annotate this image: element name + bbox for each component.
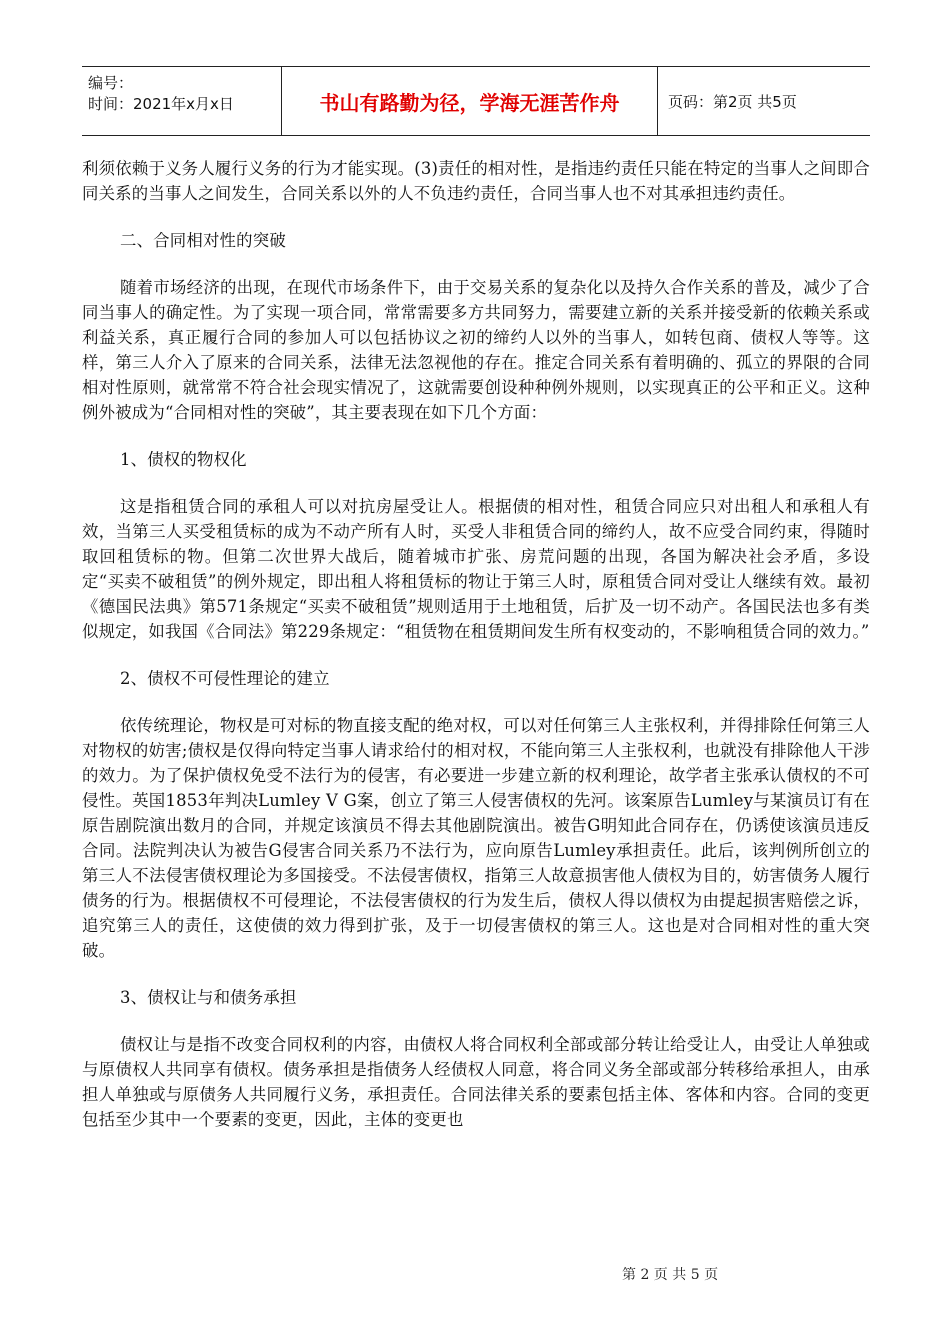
header-meta [82,67,282,135]
header-motto: 书山有路勤为径，学海无涯苦作舟 [282,67,658,135]
section-heading: 二、合同相对性的突破 [120,231,286,250]
paragraph: 依传统理论，物权是可对标的物直接支配的绝对权，可以对任何第三人主张权利，并得排除任何第三人对物权的妨害;债权是仅得向特定当事人请求给付的相对权，不能向第三人主张权利，也就没有排除他人干涉的效力。为了保护债权免受不法行为的侵害，有必要进一步建立新的权利理论，故学者主张承认债权的不可侵性。英国1853年判决Lumley V G案，创立了第三人侵害债权的先河。该案原告Lumley与某演员订有在原告剧院演出数月的合同，并规定该演员不得去其他剧院演出。被告G明知此合同存在，仍诱使该演员违反合同。法院判决认为被告G侵害合同关系乃不法行为，应向原告Lumley承担责任。此后，该判例所创立的第三人不法侵害债权理论为多国接受。不法侵害债权，指第三人故意损害他人债权为目的，妨害债务人履行债务的行为。根据债权不可侵理论，不法侵害债权的行为发生后，债权人得以债权为由提起损害赔偿之诉，追究第三人的责任，这使债的效力得到扩张，及于一切侵害债权的第三人。这也是对合同相对性的重大突破。 [82,716,870,960]
subsection-heading: 1、债权的物权化 [120,450,247,469]
document-number: 编号： [88,74,134,92]
page-footer: 第 2 页 共 5 页 [622,1267,719,1283]
document-time: 时间：2021年x月x日 [88,95,234,113]
paragraph: 债权让与是指不改变合同权利的内容，由债权人将合同权利全部或部分转让给受让人，由受让人单独或与原债权人共同享有债权。债务承担是指债务人经债权人同意，将合同义务全部或部分转移给承担人，由承担人单独或与原债务人共同履行义务，承担责任。合同法律关系的要素包括主体、客体和内容。合同的变更包括至少其中一个要素的变更，因此，主体的变更也 [82,1035,870,1129]
header-page-info: 页码：第2页 共5页 [668,92,797,111]
paragraph: 随着市场经济的出现，在现代市场条件下，由于交易关系的复杂化以及持久合作关系的普及，减少了合同当事人的确定性。为了实现一项合同，常常需要多方共同努力，需要建立新的关系并接受新的依赖关系或利益关系，真正履行合同的参加人可以包括协议之初的缔约人以外的当事人，如转包商、债权人等等。这样，第三人介入了原来的合同关系，法律无法忽视他的存在。推定合同关系有着明确的、孤立的界限的合同相对性原则，就常常不符合社会现实情况了，这就需要创设种种例外规则，以实现真正的公平和正义。这种例外被成为“合同相对性的突破”，其主要表现在如下几个方面： [82,278,870,422]
document-body [82,156,870,1132]
page-header [82,66,870,136]
paragraph: 这是指租赁合同的承租人可以对抗房屋受让人。根据债的相对性，租赁合同应只对出租人和承租人有效，当第三人买受租赁标的成为不动产所有人时，买受人非租赁合同的缔约人，故不应受合同约束，得随时取回租赁标的物。但第二次世界大战后，随着城市扩张、房荒问题的出现，各国为解决社会矛盾，多设定“买卖不破租赁”的例外规定，即出租人将租赁标的物让于第三人时，原租赁合同对受让人继续有效。最初《德国民法典》第571条规定“买卖不破租赁”规则适用于土地租赁，后扩及一切不动产。各国民法也多有类似规定，如我国《合同法》第229条规定：“租赁物在租赁期间发生所有权变动的，不影响租赁合同的效力。” [82,497,870,641]
subsection-heading: 3、债权让与和债务承担 [120,988,297,1007]
subsection-heading: 2、债权不可侵性理论的建立 [120,669,330,688]
paragraph-continuation: 利须依赖于义务人履行义务的行为才能实现。(3)责任的相对性，是指违约责任只能在特定的当事人之间即合同关系的当事人之间发生，合同关系以外的人不负违约责任，合同当事人也不对其承担违约责任。 [82,159,870,203]
